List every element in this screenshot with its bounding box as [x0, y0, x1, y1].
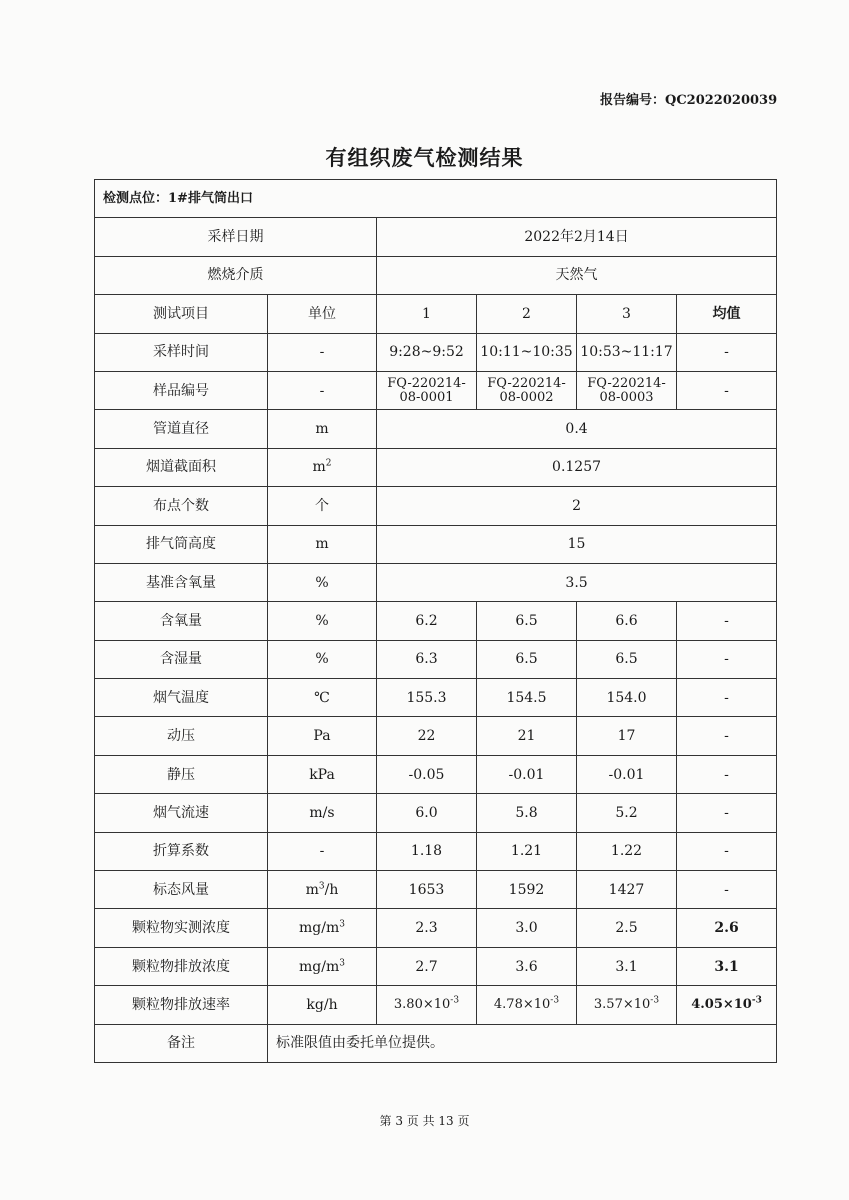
row-unit: $mg/m^3$ — [268, 947, 377, 985]
table-row — [95, 986, 777, 1024]
cell-value: 6.5 — [477, 602, 577, 640]
cell-value: 1653 — [377, 871, 477, 909]
row-label: 折算系数 — [95, 832, 268, 870]
cell-avg: - — [677, 371, 777, 409]
cell-value: 3.0 — [477, 909, 577, 947]
cell-value: 0.1257 — [377, 448, 777, 486]
row-label: 颗粒物排放速率 — [95, 986, 268, 1024]
table-row — [95, 410, 777, 448]
row-unit: Pa — [268, 717, 377, 755]
cell-value: 10:11~10:35 — [477, 333, 577, 371]
row-unit: $m^2$ — [268, 448, 377, 486]
cell-value: 6.6 — [577, 602, 677, 640]
row-label: 排气筒高度 — [95, 525, 268, 563]
cell-value: 3.6 — [477, 947, 577, 985]
row-unit: ℃ — [268, 679, 377, 717]
header-col3: 3 — [577, 295, 677, 333]
cell-value: $3.80\times 10^{-3}$ — [377, 986, 477, 1024]
header-avg: 均值 — [677, 295, 777, 333]
page-footer: 第 3 页 共 13 页 — [379, 1114, 470, 1128]
cell-avg: - — [677, 794, 777, 832]
row-label: 基准含氧量 — [95, 563, 268, 601]
cell-avg: 2.6 — [677, 909, 777, 947]
cell-value: 2.7 — [377, 947, 477, 985]
cell-value: 2 — [377, 487, 777, 525]
row-unit: % — [268, 563, 377, 601]
cell-avg: - — [677, 333, 777, 371]
report-number: 报告编号：QC2022020039 — [600, 93, 778, 108]
table-row — [95, 180, 777, 218]
row-unit: m/s — [268, 794, 377, 832]
sampling-date-label: 采样日期 — [95, 218, 377, 256]
cell-value: 2.5 — [577, 909, 677, 947]
row-label: 布点个数 — [95, 487, 268, 525]
remark-text: 标准限值由委托单位提供。 — [268, 1024, 777, 1062]
cell-avg: - — [677, 640, 777, 678]
row-unit: - — [268, 371, 377, 409]
row-label: 样品编号 — [95, 371, 268, 409]
cell-value: FQ-220214-08-0001 — [377, 371, 477, 409]
cell-avg: - — [677, 871, 777, 909]
row-unit: kPa — [268, 755, 377, 793]
remark-label: 备注 — [95, 1024, 268, 1062]
cell-value: 9:28~9:52 — [377, 333, 477, 371]
table-row — [95, 487, 777, 525]
row-label: 颗粒物实测浓度 — [95, 909, 268, 947]
cell-value: -0.01 — [577, 755, 677, 793]
cell-value: 6.5 — [577, 640, 677, 678]
row-label: 含氧量 — [95, 602, 268, 640]
combustion-medium-value: 天然气 — [377, 256, 777, 294]
row-label: 动压 — [95, 717, 268, 755]
results-table — [94, 179, 777, 1063]
row-label: 烟道截面积 — [95, 448, 268, 486]
cell-value: 5.2 — [577, 794, 677, 832]
row-label: 管道直径 — [95, 410, 268, 448]
cell-value: -0.01 — [477, 755, 577, 793]
cell-value: $3.57\times 10^{-3}$ — [577, 986, 677, 1024]
cell-value: 21 — [477, 717, 577, 755]
cell-avg: 3.1 — [677, 947, 777, 985]
cell-value: 2.3 — [377, 909, 477, 947]
table-row — [95, 871, 777, 909]
cell-value: 0.4 — [377, 410, 777, 448]
monitoring-point: 检测点位：1#排气筒出口 — [95, 180, 777, 218]
table-header-row — [95, 295, 777, 333]
table-row — [95, 256, 777, 294]
cell-value: 22 — [377, 717, 477, 755]
table-row — [95, 832, 777, 870]
row-unit: $mg/m^3$ — [268, 909, 377, 947]
row-label: 烟气流速 — [95, 794, 268, 832]
combustion-medium-label: 燃烧介质 — [95, 256, 377, 294]
page-title: 有组织废气检测结果 — [325, 145, 524, 170]
cell-avg: - — [677, 679, 777, 717]
cell-value: 15 — [377, 525, 777, 563]
table-row — [95, 640, 777, 678]
table-row — [95, 909, 777, 947]
sampling-date-value: 2022年2月14日 — [377, 218, 777, 256]
cell-avg: - — [677, 832, 777, 870]
header-col2: 2 — [477, 295, 577, 333]
cell-value: 1592 — [477, 871, 577, 909]
row-unit: - — [268, 832, 377, 870]
row-label: 含湿量 — [95, 640, 268, 678]
cell-value: 1.18 — [377, 832, 477, 870]
cell-value: 6.2 — [377, 602, 477, 640]
table-row — [95, 563, 777, 601]
cell-value: 5.8 — [477, 794, 577, 832]
cell-avg: - — [677, 755, 777, 793]
table-row — [95, 717, 777, 755]
table-row — [95, 947, 777, 985]
cell-avg: $4.05\times 10^{-3}$ — [677, 986, 777, 1024]
row-unit: m — [268, 525, 377, 563]
cell-value: 17 — [577, 717, 677, 755]
cell-value: -0.05 — [377, 755, 477, 793]
row-unit: - — [268, 333, 377, 371]
row-unit: 个 — [268, 487, 377, 525]
cell-value: FQ-220214-08-0003 — [577, 371, 677, 409]
row-unit: % — [268, 602, 377, 640]
cell-value: 3.5 — [377, 563, 777, 601]
table-row — [95, 525, 777, 563]
cell-value: $4.78\times 10^{-3}$ — [477, 986, 577, 1024]
row-unit: kg/h — [268, 986, 377, 1024]
header-col1: 1 — [377, 295, 477, 333]
header-item: 测试项目 — [95, 295, 268, 333]
row-unit: % — [268, 640, 377, 678]
cell-value: 6.5 — [477, 640, 577, 678]
cell-value: 154.0 — [577, 679, 677, 717]
table-row — [95, 218, 777, 256]
cell-value: 6.3 — [377, 640, 477, 678]
cell-value: 1.22 — [577, 832, 677, 870]
cell-value: 3.1 — [577, 947, 677, 985]
cell-value: 1427 — [577, 871, 677, 909]
table-row — [95, 333, 777, 371]
cell-value: 10:53~11:17 — [577, 333, 677, 371]
row-unit: $m^3/h$ — [268, 871, 377, 909]
table-row — [95, 679, 777, 717]
row-label: 标态风量 — [95, 871, 268, 909]
row-label: 采样时间 — [95, 333, 268, 371]
row-label: 静压 — [95, 755, 268, 793]
row-label: 烟气温度 — [95, 679, 268, 717]
row-label: 颗粒物排放浓度 — [95, 947, 268, 985]
table-row — [95, 1024, 777, 1062]
table-row — [95, 371, 777, 409]
table-row — [95, 755, 777, 793]
cell-value: 154.5 — [477, 679, 577, 717]
header-unit: 单位 — [268, 295, 377, 333]
cell-value: FQ-220214-08-0002 — [477, 371, 577, 409]
table-row — [95, 448, 777, 486]
table-row — [95, 794, 777, 832]
cell-avg: - — [677, 717, 777, 755]
cell-value: 1.21 — [477, 832, 577, 870]
cell-value: 6.0 — [377, 794, 477, 832]
table-row — [95, 602, 777, 640]
row-unit: m — [268, 410, 377, 448]
cell-avg: - — [677, 602, 777, 640]
cell-value: 155.3 — [377, 679, 477, 717]
